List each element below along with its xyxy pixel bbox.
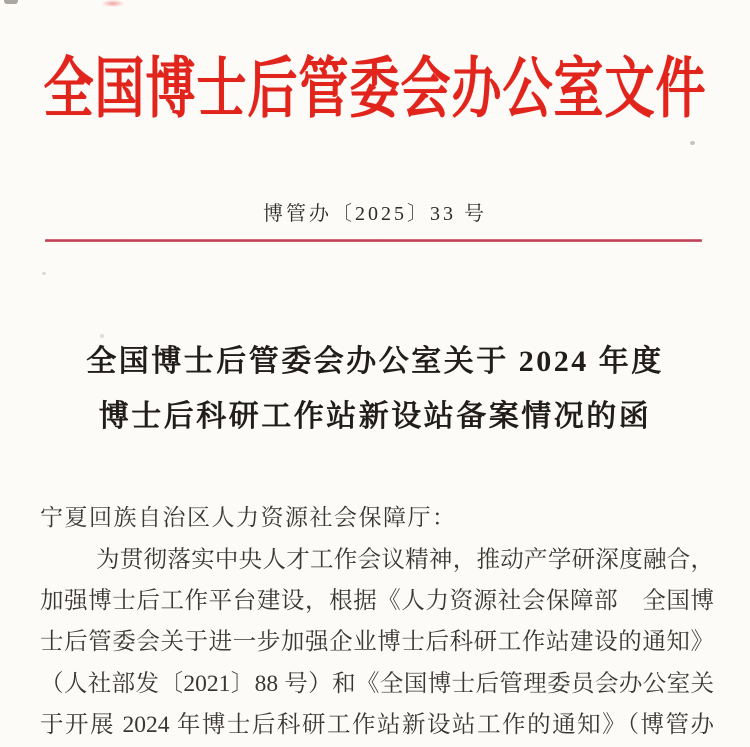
letterhead-divider-rule (45, 239, 702, 242)
letterhead-title: 全国博士后管委会办公室文件 (43, 51, 707, 126)
body-paragraph (40, 540, 714, 746)
scan-speck (42, 272, 46, 275)
body-line: 士后管委会关于进一步加强企业博士后科研工作站建设的通知》 (40, 629, 714, 656)
body-line: （人社部发〔2021〕88 号）和《全国博士后管理委员会办公室关 (40, 670, 714, 697)
document-number: 博管办〔2025〕33 号 (263, 203, 487, 225)
scan-artifact-corner (4, 0, 18, 4)
body-line: 于开展 2024 年博士后科研工作站新设站工作的通知》（博管办 (40, 711, 714, 738)
body-line: 为贯彻落实中央人才工作会议精神，推动产学研深度融合， (96, 547, 714, 573)
salutation: 宁夏回族自治区人力资源社会保障厅： (40, 505, 457, 530)
scan-speck (690, 141, 695, 145)
body-line: 加强博士后工作平台建设，根据《人力资源社会保障部 全国博 (40, 588, 714, 615)
document-title-line-1: 全国博士后管委会办公室关于 2024 年度 (86, 345, 664, 378)
document-title-line-2: 博士后科研工作站新设站备案情况的函 (98, 400, 652, 433)
scan-artifact-red-smudge (102, 0, 124, 7)
